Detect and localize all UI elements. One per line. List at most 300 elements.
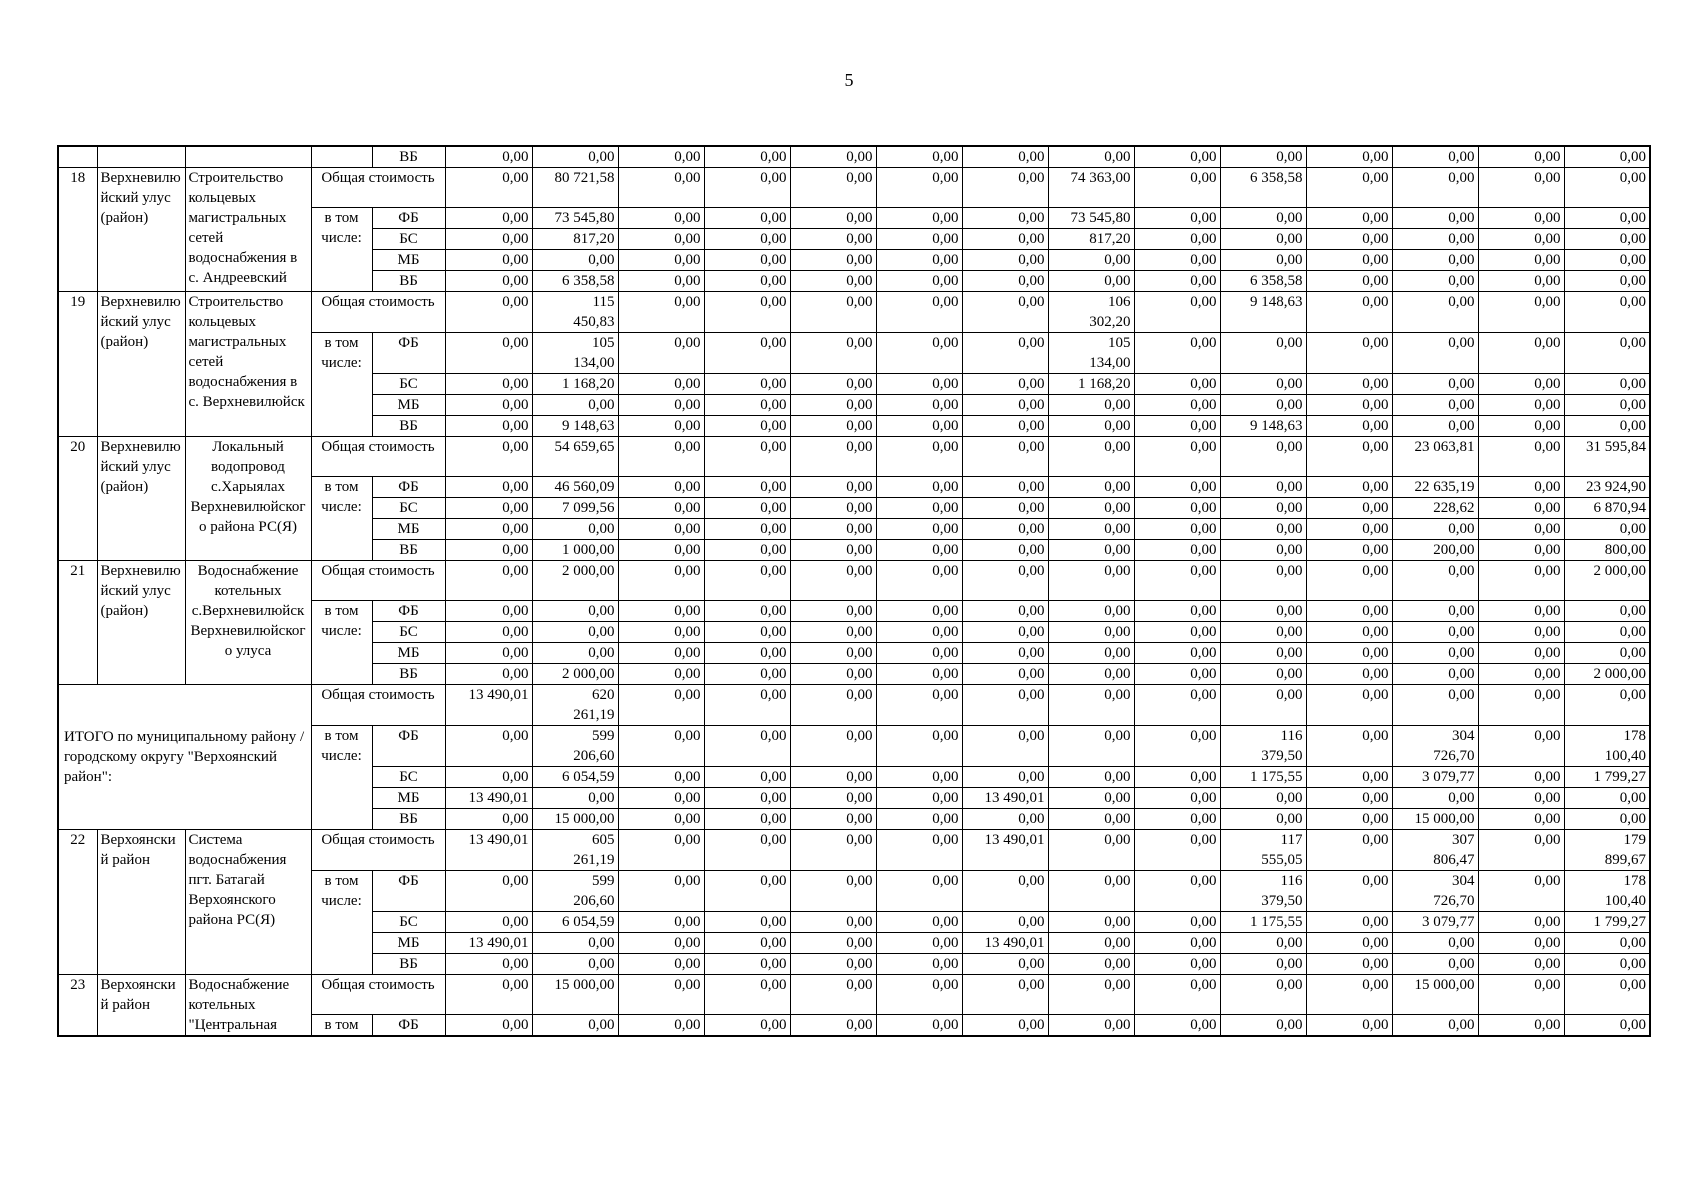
project-22-value-5: 0,00 xyxy=(790,933,876,954)
project-19-value-4: 0,00 xyxy=(704,416,790,437)
project-total-value-6: 0,00 xyxy=(876,809,962,830)
project-total-value-10: 1 175,55 xyxy=(1220,767,1306,788)
project-18-value-13: 0,00 xyxy=(1478,250,1564,271)
project-18-value-5: 0,00 xyxy=(790,168,876,208)
project-name: Система водоснабжения пгт. Батагай Верхоянского района РС(Я) xyxy=(185,830,311,975)
project-21-value-10: 0,00 xyxy=(1220,601,1306,622)
project-22-value-5: 0,00 xyxy=(790,871,876,912)
incl-label: в том числе: xyxy=(311,871,372,975)
project-18-value-10: 6 358,58 xyxy=(1220,271,1306,292)
project-total-value-9: 0,00 xyxy=(1134,767,1220,788)
project-20-value-1: 0,00 xyxy=(445,498,532,519)
project-19-value-1: 0,00 xyxy=(445,292,532,333)
project-23-value-9: 0,00 xyxy=(1134,1015,1220,1037)
project-21-value-8: 0,00 xyxy=(1048,622,1134,643)
project-19-value-7: 0,00 xyxy=(962,292,1048,333)
total-cost-label: Общая стоимость xyxy=(311,437,445,477)
project-22-value-3: 0,00 xyxy=(618,933,704,954)
project-22-value-6: 0,00 xyxy=(876,933,962,954)
project-18-value-9: 0,00 xyxy=(1134,208,1220,229)
project-total-value-4: 0,00 xyxy=(704,809,790,830)
project-19-value-12: 0,00 xyxy=(1392,395,1478,416)
project-total-value-7: 0,00 xyxy=(962,685,1048,726)
project-20-value-7: 0,00 xyxy=(962,477,1048,498)
project-18-value-11: 0,00 xyxy=(1306,250,1392,271)
fund-label: ФБ xyxy=(372,208,445,229)
project-19-value-6: 0,00 xyxy=(876,333,962,374)
top-row-value-9: 0,00 xyxy=(1134,146,1220,168)
project-21-value-1: 0,00 xyxy=(445,561,532,601)
project-19-value-3: 0,00 xyxy=(618,374,704,395)
project-22-value-7: 0,00 xyxy=(962,871,1048,912)
project-21-value-4: 0,00 xyxy=(704,601,790,622)
project-total-value-3: 0,00 xyxy=(618,726,704,767)
project-total-value-14: 0,00 xyxy=(1564,788,1650,809)
project-18-value-6: 0,00 xyxy=(876,271,962,292)
project-18-value-14: 0,00 xyxy=(1564,250,1650,271)
project-19-value-5: 0,00 xyxy=(790,292,876,333)
project-22-value-1: 0,00 xyxy=(445,954,532,975)
project-19-value-9: 0,00 xyxy=(1134,292,1220,333)
project-22-value-3: 0,00 xyxy=(618,954,704,975)
project-18-value-6: 0,00 xyxy=(876,250,962,271)
project-21-value-5: 0,00 xyxy=(790,664,876,685)
project-22-value-7: 0,00 xyxy=(962,912,1048,933)
project-18-value-11: 0,00 xyxy=(1306,168,1392,208)
project-21-value-5: 0,00 xyxy=(790,601,876,622)
row-number: 19 xyxy=(58,292,97,437)
project-23-value-14: 0,00 xyxy=(1564,975,1650,1015)
project-total-value-9: 0,00 xyxy=(1134,788,1220,809)
project-18-value-5: 0,00 xyxy=(790,208,876,229)
project-19-value-8: 0,00 xyxy=(1048,395,1134,416)
fund-label: МБ xyxy=(372,788,445,809)
project-21-value-12: 0,00 xyxy=(1392,664,1478,685)
project-23-value-7: 0,00 xyxy=(962,975,1048,1015)
top-row-value-2: 0,00 xyxy=(532,146,618,168)
project-20-value-9: 0,00 xyxy=(1134,437,1220,477)
row-number: 18 xyxy=(58,168,97,292)
project-21-value-6: 0,00 xyxy=(876,664,962,685)
project-23-value-3: 0,00 xyxy=(618,1015,704,1037)
project-19-value-13: 0,00 xyxy=(1478,395,1564,416)
project-19-value-14: 0,00 xyxy=(1564,416,1650,437)
project-total-value-4: 0,00 xyxy=(704,685,790,726)
project-20-value-7: 0,00 xyxy=(962,540,1048,561)
project-total-value-10: 116 379,50 xyxy=(1220,726,1306,767)
fund-label: БС xyxy=(372,767,445,788)
project-19-value-13: 0,00 xyxy=(1478,416,1564,437)
project-18-value-2: 73 545,80 xyxy=(532,208,618,229)
total-cost-label: Общая стоимость xyxy=(311,685,445,726)
project-23-value-1: 0,00 xyxy=(445,975,532,1015)
project-18-value-9: 0,00 xyxy=(1134,229,1220,250)
project-23-value-8: 0,00 xyxy=(1048,975,1134,1015)
project-22-value-4: 0,00 xyxy=(704,830,790,871)
project-20-value-12: 22 635,19 xyxy=(1392,477,1478,498)
project-total-value-11: 0,00 xyxy=(1306,685,1392,726)
project-20-value-2: 0,00 xyxy=(532,519,618,540)
total-cost-label: Общая стоимость xyxy=(311,168,445,208)
project-19-value-3: 0,00 xyxy=(618,292,704,333)
project-22-value-8: 0,00 xyxy=(1048,912,1134,933)
project-20-value-10: 0,00 xyxy=(1220,498,1306,519)
project-21-value-9: 0,00 xyxy=(1134,601,1220,622)
project-19-value-5: 0,00 xyxy=(790,395,876,416)
project-20-value-6: 0,00 xyxy=(876,498,962,519)
row-number: 22 xyxy=(58,830,97,975)
project-18-value-3: 0,00 xyxy=(618,208,704,229)
project-23-value-3: 0,00 xyxy=(618,975,704,1015)
project-20-value-3: 0,00 xyxy=(618,498,704,519)
project-21-value-7: 0,00 xyxy=(962,664,1048,685)
project-21-value-13: 0,00 xyxy=(1478,622,1564,643)
project-total-value-14: 0,00 xyxy=(1564,685,1650,726)
project-total-value-8: 0,00 xyxy=(1048,788,1134,809)
fund-label: ВБ xyxy=(372,416,445,437)
project-22-value-12: 304 726,70 xyxy=(1392,871,1478,912)
project-21-value-12: 0,00 xyxy=(1392,561,1478,601)
project-total-value-1: 0,00 xyxy=(445,726,532,767)
project-22-value-11: 0,00 xyxy=(1306,871,1392,912)
project-20-value-2: 46 560,09 xyxy=(532,477,618,498)
fund-label: ФБ xyxy=(372,333,445,374)
project-20-value-7: 0,00 xyxy=(962,437,1048,477)
project-21-value-3: 0,00 xyxy=(618,601,704,622)
project-18-value-3: 0,00 xyxy=(618,250,704,271)
project-19-value-4: 0,00 xyxy=(704,292,790,333)
project-20-value-12: 200,00 xyxy=(1392,540,1478,561)
project-18-value-7: 0,00 xyxy=(962,208,1048,229)
project-20-value-13: 0,00 xyxy=(1478,477,1564,498)
project-total-value-11: 0,00 xyxy=(1306,767,1392,788)
project-total-value-13: 0,00 xyxy=(1478,809,1564,830)
project-18-value-1: 0,00 xyxy=(445,271,532,292)
project-23-value-11: 0,00 xyxy=(1306,1015,1392,1037)
project-19-value-12: 0,00 xyxy=(1392,416,1478,437)
project-21-value-10: 0,00 xyxy=(1220,622,1306,643)
cell-district xyxy=(97,146,185,168)
project-22-value-12: 3 079,77 xyxy=(1392,912,1478,933)
project-18-value-8: 0,00 xyxy=(1048,271,1134,292)
project-21-value-6: 0,00 xyxy=(876,622,962,643)
project-22-value-5: 0,00 xyxy=(790,912,876,933)
project-20-value-9: 0,00 xyxy=(1134,540,1220,561)
project-20-value-1: 0,00 xyxy=(445,437,532,477)
project-22-value-3: 0,00 xyxy=(618,830,704,871)
fund-label: ФБ xyxy=(372,726,445,767)
project-total-value-3: 0,00 xyxy=(618,809,704,830)
project-22-value-3: 0,00 xyxy=(618,871,704,912)
project-18-value-11: 0,00 xyxy=(1306,208,1392,229)
project-21-value-7: 0,00 xyxy=(962,643,1048,664)
project-21-value-11: 0,00 xyxy=(1306,622,1392,643)
project-21-value-5: 0,00 xyxy=(790,561,876,601)
project-18-value-6: 0,00 xyxy=(876,168,962,208)
project-total-value-14: 0,00 xyxy=(1564,809,1650,830)
project-total-value-13: 0,00 xyxy=(1478,788,1564,809)
project-18-value-4: 0,00 xyxy=(704,208,790,229)
project-22-value-9: 0,00 xyxy=(1134,871,1220,912)
project-20-value-5: 0,00 xyxy=(790,437,876,477)
fund-label: МБ xyxy=(372,643,445,664)
row-number: 20 xyxy=(58,437,97,561)
project-20-value-4: 0,00 xyxy=(704,498,790,519)
project-19-value-8: 106 302,20 xyxy=(1048,292,1134,333)
project-21-value-2: 0,00 xyxy=(532,643,618,664)
incl-label: в том xyxy=(311,1015,372,1037)
project-total-value-13: 0,00 xyxy=(1478,767,1564,788)
project-20-value-4: 0,00 xyxy=(704,540,790,561)
project-22-value-6: 0,00 xyxy=(876,830,962,871)
project-21-value-12: 0,00 xyxy=(1392,643,1478,664)
project-18-value-14: 0,00 xyxy=(1564,168,1650,208)
row-number: 23 xyxy=(58,975,97,1037)
project-18-value-6: 0,00 xyxy=(876,229,962,250)
project-18-value-4: 0,00 xyxy=(704,168,790,208)
project-20-value-11: 0,00 xyxy=(1306,498,1392,519)
project-22-value-5: 0,00 xyxy=(790,954,876,975)
project-18-value-10: 0,00 xyxy=(1220,208,1306,229)
project-18-value-8: 0,00 xyxy=(1048,250,1134,271)
top-row-value-12: 0,00 xyxy=(1392,146,1478,168)
cell-num xyxy=(58,146,97,168)
project-name: Водоснабжение котельных с.Верхневилюйск Верхневилюйского улуса xyxy=(185,561,311,685)
project-22-value-12: 0,00 xyxy=(1392,954,1478,975)
project-19-value-9: 0,00 xyxy=(1134,333,1220,374)
project-20-value-10: 0,00 xyxy=(1220,477,1306,498)
project-23-value-10: 0,00 xyxy=(1220,1015,1306,1037)
project-19-value-2: 1 168,20 xyxy=(532,374,618,395)
project-21-value-7: 0,00 xyxy=(962,601,1048,622)
project-21-value-9: 0,00 xyxy=(1134,643,1220,664)
project-19-value-13: 0,00 xyxy=(1478,374,1564,395)
project-22-value-13: 0,00 xyxy=(1478,954,1564,975)
project-18-value-13: 0,00 xyxy=(1478,208,1564,229)
project-20-value-8: 0,00 xyxy=(1048,519,1134,540)
project-18-value-5: 0,00 xyxy=(790,271,876,292)
project-22-value-4: 0,00 xyxy=(704,954,790,975)
project-22-value-5: 0,00 xyxy=(790,830,876,871)
project-20-value-3: 0,00 xyxy=(618,437,704,477)
project-19-value-10: 0,00 xyxy=(1220,333,1306,374)
project-22-value-8: 0,00 xyxy=(1048,871,1134,912)
project-23-value-11: 0,00 xyxy=(1306,975,1392,1015)
project-22-value-2: 6 054,59 xyxy=(532,912,618,933)
project-total-value-14: 1 799,27 xyxy=(1564,767,1650,788)
project-22-value-3: 0,00 xyxy=(618,912,704,933)
project-23-value-12: 0,00 xyxy=(1392,1015,1478,1037)
fund-label: БС xyxy=(372,374,445,395)
project-20-value-7: 0,00 xyxy=(962,498,1048,519)
top-row-value-1: 0,00 xyxy=(445,146,532,168)
project-19-value-1: 0,00 xyxy=(445,395,532,416)
project-19-value-14: 0,00 xyxy=(1564,292,1650,333)
top-row-value-13: 0,00 xyxy=(1478,146,1564,168)
fund-label: МБ xyxy=(372,933,445,954)
project-19-value-5: 0,00 xyxy=(790,374,876,395)
project-23-value-2: 15 000,00 xyxy=(532,975,618,1015)
project-total-value-10: 0,00 xyxy=(1220,809,1306,830)
top-row-value-8: 0,00 xyxy=(1048,146,1134,168)
project-21-value-9: 0,00 xyxy=(1134,561,1220,601)
top-row-value-5: 0,00 xyxy=(790,146,876,168)
top-row-value-3: 0,00 xyxy=(618,146,704,168)
project-total-value-2: 6 054,59 xyxy=(532,767,618,788)
project-18-value-2: 80 721,58 xyxy=(532,168,618,208)
top-row-value-7: 0,00 xyxy=(962,146,1048,168)
project-20-value-9: 0,00 xyxy=(1134,498,1220,519)
project-20-value-13: 0,00 xyxy=(1478,498,1564,519)
project-18-value-2: 0,00 xyxy=(532,250,618,271)
project-22-value-14: 0,00 xyxy=(1564,954,1650,975)
project-22-value-11: 0,00 xyxy=(1306,933,1392,954)
project-22-value-1: 0,00 xyxy=(445,871,532,912)
total-label: ИТОГО по муниципальному району / городскому округу "Верхоянский район": xyxy=(58,685,311,830)
project-21-value-3: 0,00 xyxy=(618,622,704,643)
project-18-value-14: 0,00 xyxy=(1564,208,1650,229)
project-name: Локальный водопровод с.Харыялах Верхневилюйского района РС(Я) xyxy=(185,437,311,561)
page-number: 5 xyxy=(844,70,854,90)
project-21-value-14: 0,00 xyxy=(1564,643,1650,664)
project-18-value-8: 817,20 xyxy=(1048,229,1134,250)
project-21-value-5: 0,00 xyxy=(790,622,876,643)
project-22-value-12: 0,00 xyxy=(1392,933,1478,954)
project-22-value-7: 13 490,01 xyxy=(962,830,1048,871)
project-total-value-5: 0,00 xyxy=(790,726,876,767)
district-name: Верхневилюйский улус (район) xyxy=(97,437,185,561)
project-22-value-2: 0,00 xyxy=(532,933,618,954)
table-row xyxy=(58,561,1650,601)
project-22-value-14: 1 799,27 xyxy=(1564,912,1650,933)
project-21-value-7: 0,00 xyxy=(962,622,1048,643)
project-21-value-14: 0,00 xyxy=(1564,601,1650,622)
project-total-value-1: 13 490,01 xyxy=(445,788,532,809)
project-total-value-6: 0,00 xyxy=(876,788,962,809)
project-21-value-13: 0,00 xyxy=(1478,643,1564,664)
project-total-value-2: 0,00 xyxy=(532,788,618,809)
project-21-value-1: 0,00 xyxy=(445,643,532,664)
project-20-value-5: 0,00 xyxy=(790,540,876,561)
project-total-value-1: 0,00 xyxy=(445,809,532,830)
project-22-value-13: 0,00 xyxy=(1478,871,1564,912)
project-20-value-10: 0,00 xyxy=(1220,437,1306,477)
project-19-value-10: 9 148,63 xyxy=(1220,416,1306,437)
project-18-value-9: 0,00 xyxy=(1134,250,1220,271)
project-22-value-11: 0,00 xyxy=(1306,830,1392,871)
project-19-value-10: 0,00 xyxy=(1220,395,1306,416)
project-22-value-14: 178 100,40 xyxy=(1564,871,1650,912)
project-19-value-3: 0,00 xyxy=(618,416,704,437)
project-total-value-11: 0,00 xyxy=(1306,726,1392,767)
project-21-value-10: 0,00 xyxy=(1220,561,1306,601)
project-19-value-2: 105 134,00 xyxy=(532,333,618,374)
cell-label xyxy=(311,146,372,168)
project-21-value-4: 0,00 xyxy=(704,664,790,685)
project-22-value-1: 0,00 xyxy=(445,912,532,933)
project-18-value-10: 0,00 xyxy=(1220,250,1306,271)
project-19-value-7: 0,00 xyxy=(962,416,1048,437)
project-18-value-3: 0,00 xyxy=(618,271,704,292)
project-name: Водоснабжение котельных "Центральная xyxy=(185,975,311,1037)
project-21-value-5: 0,00 xyxy=(790,643,876,664)
project-21-value-13: 0,00 xyxy=(1478,601,1564,622)
project-20-value-8: 0,00 xyxy=(1048,477,1134,498)
project-20-value-5: 0,00 xyxy=(790,498,876,519)
project-20-value-5: 0,00 xyxy=(790,477,876,498)
incl-label: в том числе: xyxy=(311,726,372,830)
incl-label: в том числе: xyxy=(311,477,372,561)
project-21-value-8: 0,00 xyxy=(1048,601,1134,622)
project-19-value-2: 9 148,63 xyxy=(532,416,618,437)
project-18-value-11: 0,00 xyxy=(1306,229,1392,250)
district-name: Верхоянский район xyxy=(97,975,185,1037)
project-19-value-9: 0,00 xyxy=(1134,416,1220,437)
project-20-value-11: 0,00 xyxy=(1306,437,1392,477)
project-21-value-10: 0,00 xyxy=(1220,664,1306,685)
project-18-value-13: 0,00 xyxy=(1478,168,1564,208)
project-22-value-4: 0,00 xyxy=(704,871,790,912)
project-18-value-13: 0,00 xyxy=(1478,271,1564,292)
project-19-value-1: 0,00 xyxy=(445,416,532,437)
project-19-value-13: 0,00 xyxy=(1478,333,1564,374)
project-20-value-12: 228,62 xyxy=(1392,498,1478,519)
fund-label: ФБ xyxy=(372,477,445,498)
project-20-value-8: 0,00 xyxy=(1048,540,1134,561)
project-total-value-13: 0,00 xyxy=(1478,726,1564,767)
project-21-value-8: 0,00 xyxy=(1048,664,1134,685)
project-19-value-11: 0,00 xyxy=(1306,333,1392,374)
project-20-value-12: 0,00 xyxy=(1392,519,1478,540)
project-18-value-1: 0,00 xyxy=(445,208,532,229)
project-22-value-10: 116 379,50 xyxy=(1220,871,1306,912)
project-20-value-13: 0,00 xyxy=(1478,519,1564,540)
project-total-value-6: 0,00 xyxy=(876,685,962,726)
project-19-value-5: 0,00 xyxy=(790,333,876,374)
project-23-value-12: 15 000,00 xyxy=(1392,975,1478,1015)
project-18-value-2: 6 358,58 xyxy=(532,271,618,292)
fund-label: МБ xyxy=(372,519,445,540)
project-21-value-12: 0,00 xyxy=(1392,622,1478,643)
project-20-value-13: 0,00 xyxy=(1478,437,1564,477)
project-21-value-2: 0,00 xyxy=(532,601,618,622)
project-20-value-2: 1 000,00 xyxy=(532,540,618,561)
project-20-value-6: 0,00 xyxy=(876,519,962,540)
project-19-value-14: 0,00 xyxy=(1564,395,1650,416)
project-21-value-14: 2 000,00 xyxy=(1564,561,1650,601)
project-18-value-7: 0,00 xyxy=(962,250,1048,271)
total-cost-label: Общая стоимость xyxy=(311,292,445,333)
project-22-value-13: 0,00 xyxy=(1478,912,1564,933)
project-total-value-7: 0,00 xyxy=(962,809,1048,830)
project-20-value-14: 0,00 xyxy=(1564,519,1650,540)
project-total-value-2: 620 261,19 xyxy=(532,685,618,726)
project-18-value-3: 0,00 xyxy=(618,168,704,208)
table-row xyxy=(58,146,1650,168)
project-20-value-10: 0,00 xyxy=(1220,519,1306,540)
top-row-value-10: 0,00 xyxy=(1220,146,1306,168)
fund-label: ВБ xyxy=(372,540,445,561)
project-22-value-14: 179 899,67 xyxy=(1564,830,1650,871)
project-total-value-2: 599 206,60 xyxy=(532,726,618,767)
project-total-value-4: 0,00 xyxy=(704,726,790,767)
project-21-value-8: 0,00 xyxy=(1048,561,1134,601)
project-total-value-7: 0,00 xyxy=(962,767,1048,788)
project-total-value-8: 0,00 xyxy=(1048,685,1134,726)
project-total-value-7: 0,00 xyxy=(962,726,1048,767)
project-18-value-7: 0,00 xyxy=(962,229,1048,250)
project-21-value-14: 2 000,00 xyxy=(1564,664,1650,685)
